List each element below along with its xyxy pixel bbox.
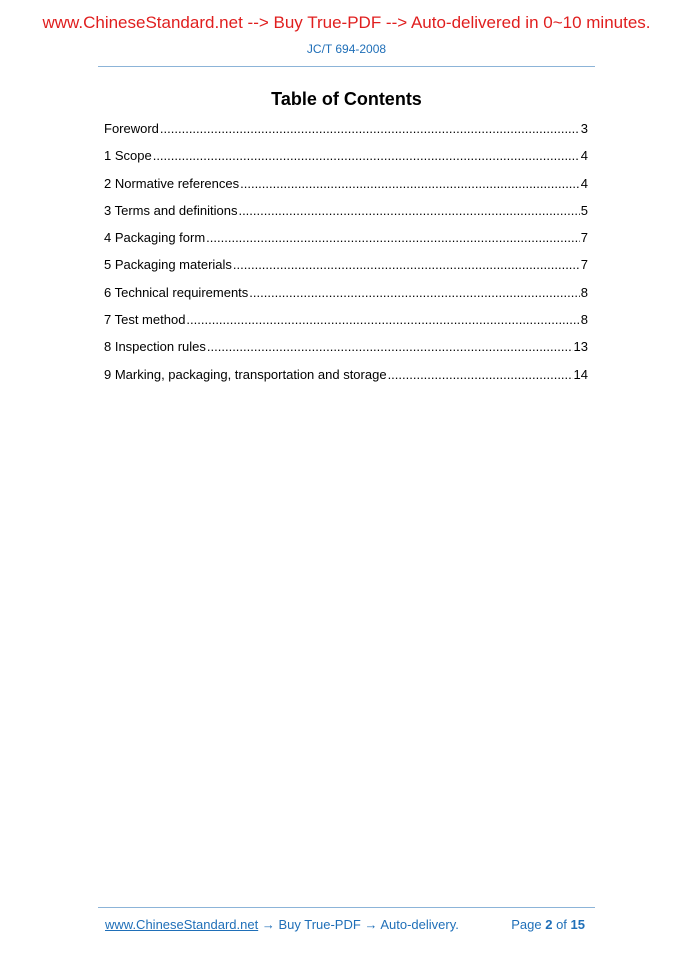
promo-banner[interactable]: www.ChineseStandard.net --> Buy True-PDF --> Auto-delivered in 0~10 minutes. (42, 13, 651, 32)
footer-site-link[interactable]: www.ChineseStandard.net (105, 917, 259, 932)
toc-leader-dots (186, 312, 579, 327)
toc-leader-dots (160, 121, 580, 136)
toc-entry-inspection-rules[interactable] (104, 339, 588, 366)
toc-entry-packaging-materials[interactable] (104, 257, 588, 284)
toc-title: Table of Contents (271, 89, 422, 109)
footer-divider (98, 907, 595, 908)
toc-leader-dots (388, 367, 573, 382)
toc-entry-label: 2 Normative references (104, 175, 240, 191)
toc-entry-label: 7 Test method (104, 312, 186, 328)
footer-left (105, 917, 459, 932)
page-indicator (511, 917, 585, 932)
toc-entry-page: 4 (580, 148, 588, 164)
page-current: 2 (545, 917, 553, 932)
toc-leader-dots (240, 176, 580, 191)
toc-entry-foreword[interactable] (104, 121, 588, 148)
header-divider (98, 66, 595, 67)
page-footer (105, 917, 585, 932)
toc-entry-label: 9 Marking, packaging, transportation and storage (104, 366, 387, 382)
toc-entry-test-method[interactable] (104, 312, 588, 339)
toc-entry-label: 5 Packaging materials (104, 257, 232, 273)
toc-leader-dots (206, 230, 580, 245)
page-word: Page (511, 917, 542, 932)
toc-list (104, 121, 588, 394)
page-total: 15 (570, 917, 585, 932)
toc-entry-page: 7 (580, 230, 588, 246)
toc-entry-label: 8 Inspection rules (104, 339, 206, 355)
toc-leader-dots (249, 285, 579, 300)
toc-entry-page: 7 (580, 257, 588, 273)
arrow-icon: → (261, 917, 275, 932)
toc-entry-page: 3 (580, 121, 588, 136)
document-number: JC/T 694-2008 (306, 42, 387, 56)
toc-entry-page: 8 (580, 312, 588, 328)
toc-leader-dots (238, 203, 579, 218)
toc-entry-page: 14 (573, 366, 588, 382)
toc-entry-technical-requirements[interactable] (104, 285, 588, 312)
arrow-icon: → (364, 917, 378, 932)
toc-entry-label: 1 Scope (104, 148, 152, 164)
footer-delivery-text: Auto-delivery. (380, 917, 459, 932)
toc-entry-page: 4 (580, 175, 588, 191)
toc-entry-label: 3 Terms and definitions (104, 202, 238, 218)
of-word: of (556, 917, 567, 932)
toc-entry-terms-definitions[interactable] (104, 203, 588, 230)
toc-entry-page: 5 (580, 202, 588, 218)
toc-entry-scope[interactable] (104, 148, 588, 175)
toc-leader-dots (207, 339, 573, 354)
toc-entry-label: 6 Technical requirements (104, 284, 249, 300)
toc-leader-dots (233, 257, 580, 272)
toc-entry-page: 13 (573, 339, 588, 355)
toc-leader-dots (153, 148, 580, 163)
toc-entry-marking-packaging[interactable] (104, 367, 588, 394)
toc-entry-label: 4 Packaging form (104, 230, 206, 246)
toc-entry-packaging-form[interactable] (104, 230, 588, 257)
toc-entry-page: 8 (580, 284, 588, 300)
footer-buy-text: Buy True-PDF (278, 917, 361, 932)
toc-entry-label: Foreword (104, 121, 159, 136)
toc-entry-normative-references[interactable] (104, 176, 588, 203)
